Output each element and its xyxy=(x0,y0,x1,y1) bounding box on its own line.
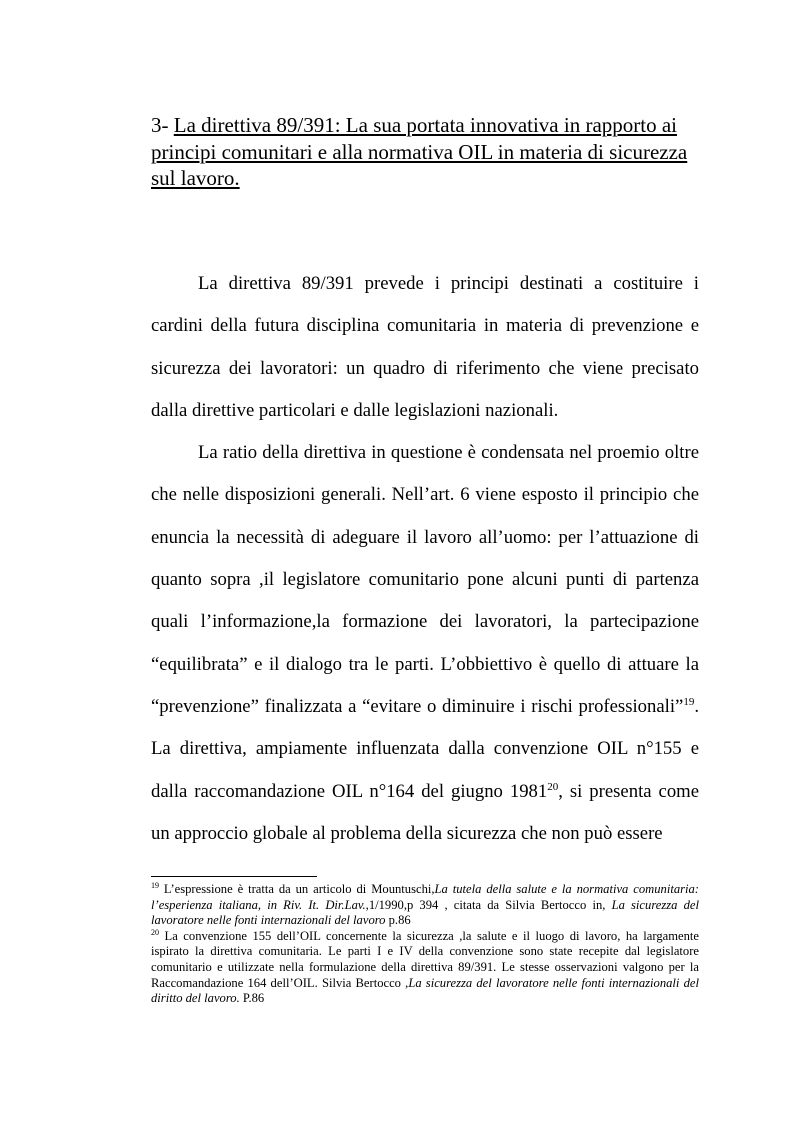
section-heading xyxy=(151,112,699,192)
footnote-number: 20 xyxy=(151,927,159,937)
footnote-20: $^{20}$ La convenzione 155 dell’OIL concernente la sicurezza ,la salute e il luogo di lavoro, ha largamente ispirato la direttiva comunitaria. Le parti I e IV della convenzione sono state recepite dal legislatore comunitario e utilizzate nella formulazione della direttiva 89/391. Le stesse osservazioni valgono per la Raccomandazione 164 dell’OIL. Silvia Bertocco ,La sicurezza del lavoratore nelle fonti internazionali del diritto del lavoro. P.86 xyxy=(151,927,700,1006)
paragraph-2: La ratio della direttiva in questione è condensata nel proemio oltre che nelle disposizioni generali. Nell’art. 6 viene esposto il principio che enuncia la necessità di adeguare il lavoro all’uomo: per l’attuazione di quanto sopra ,il legislatore comunitario pone alcuni punti di partenza quali l’informazione,la formazione dei lavoratori, la partecipazione “equilibrata” e il dialogo tra le parti. L’obbiettivo è quello di attuare la “prevenzione” finalizzata a “evitare o diminuire i rischi professionali”$^{19}$. La direttiva, ampiamente influenzata dalla convenzione OIL n°155 e dalla raccomandazione OIL n°164 del giugno 1981$^{20}$, si presenta come un approccio globale al problema della sicurezza che non può essere xyxy=(151,442,699,844)
body-text xyxy=(151,263,699,855)
footnote-separator xyxy=(151,876,317,877)
footnote-ref-20[interactable]: 20 xyxy=(547,780,559,793)
section-number: 3- xyxy=(151,113,174,137)
footnote-ref-19[interactable]: 19 xyxy=(683,695,695,708)
section-title: La direttiva 89/391: La sua portata innovativa in rapporto ai principi comunitari e alla normativa OIL in materia di sicurezza sul lavoro. xyxy=(151,113,688,190)
footnote-number: 19 xyxy=(151,880,159,890)
footnote-19: $^{19}$ L’espressione è tratta da un articolo di Mountuschi,La tutela della salute e la normativa comunitaria: l’esperienza italiana, in Riv. It. Dir.Lav.,1/1990,p 394 , citata da Silvia Bertocco in, La sicurezza del lavoratore nelle fonti internazionali del lavoro p.86 xyxy=(151,880,700,928)
paragraph-1: La direttiva 89/391 prevede i principi destinati a costituire i cardini della futura disciplina comunitaria in materia di prevenzione e sicurezza dei lavoratori: un quadro di riferimento che viene precisato dalla direttive particolari e dalle legislazioni nazionali. xyxy=(151,273,699,421)
footnotes xyxy=(151,882,699,1007)
